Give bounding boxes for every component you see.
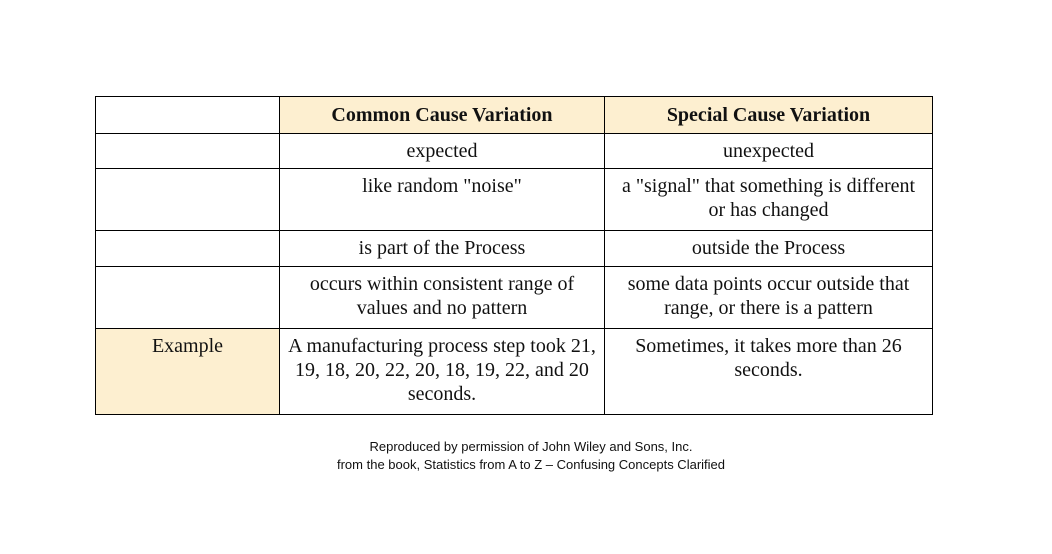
header-special-cause: Special Cause Variation [605, 97, 933, 134]
special-cause-cell: outside the Process [605, 231, 933, 267]
caption-line-1: Reproduced by permission of John Wiley and Sons, Inc. [369, 439, 693, 454]
table-row [96, 134, 933, 169]
caption-line-2: from the book, Statistics from A to Z – Confusing Concepts Clarified [336, 457, 725, 472]
special-cause-cell: some data points occur outside that range, or there is a pattern [605, 267, 933, 329]
example-label: Example [96, 329, 280, 415]
special-cause-cell: unexpected [605, 134, 933, 169]
special-cause-cell: a "signal" that something is different or has changed [605, 169, 933, 231]
common-cause-example: A manufacturing process step took 21, 19, 18, 20, 22, 20, 18, 19, 22, and 20 seconds. [280, 329, 605, 415]
common-cause-cell: is part of the Process [280, 231, 605, 267]
header-blank-cell [96, 97, 280, 134]
table-row [96, 231, 933, 267]
header-common-cause: Common Cause Variation [280, 97, 605, 134]
row-label [96, 267, 280, 329]
common-cause-cell: expected [280, 134, 605, 169]
special-cause-example: Sometimes, it takes more than 26 seconds. [605, 329, 933, 415]
variation-comparison-table [95, 96, 933, 415]
common-cause-cell: like random "noise" [280, 169, 605, 231]
row-label [96, 169, 280, 231]
attribution-caption [0, 438, 1052, 474]
row-label [96, 134, 280, 169]
table-row [96, 169, 933, 231]
table-header-row [96, 97, 933, 134]
row-label [96, 231, 280, 267]
common-cause-cell: occurs within consistent range of values and no pattern [280, 267, 605, 329]
example-row [96, 329, 933, 415]
table-row [96, 267, 933, 329]
